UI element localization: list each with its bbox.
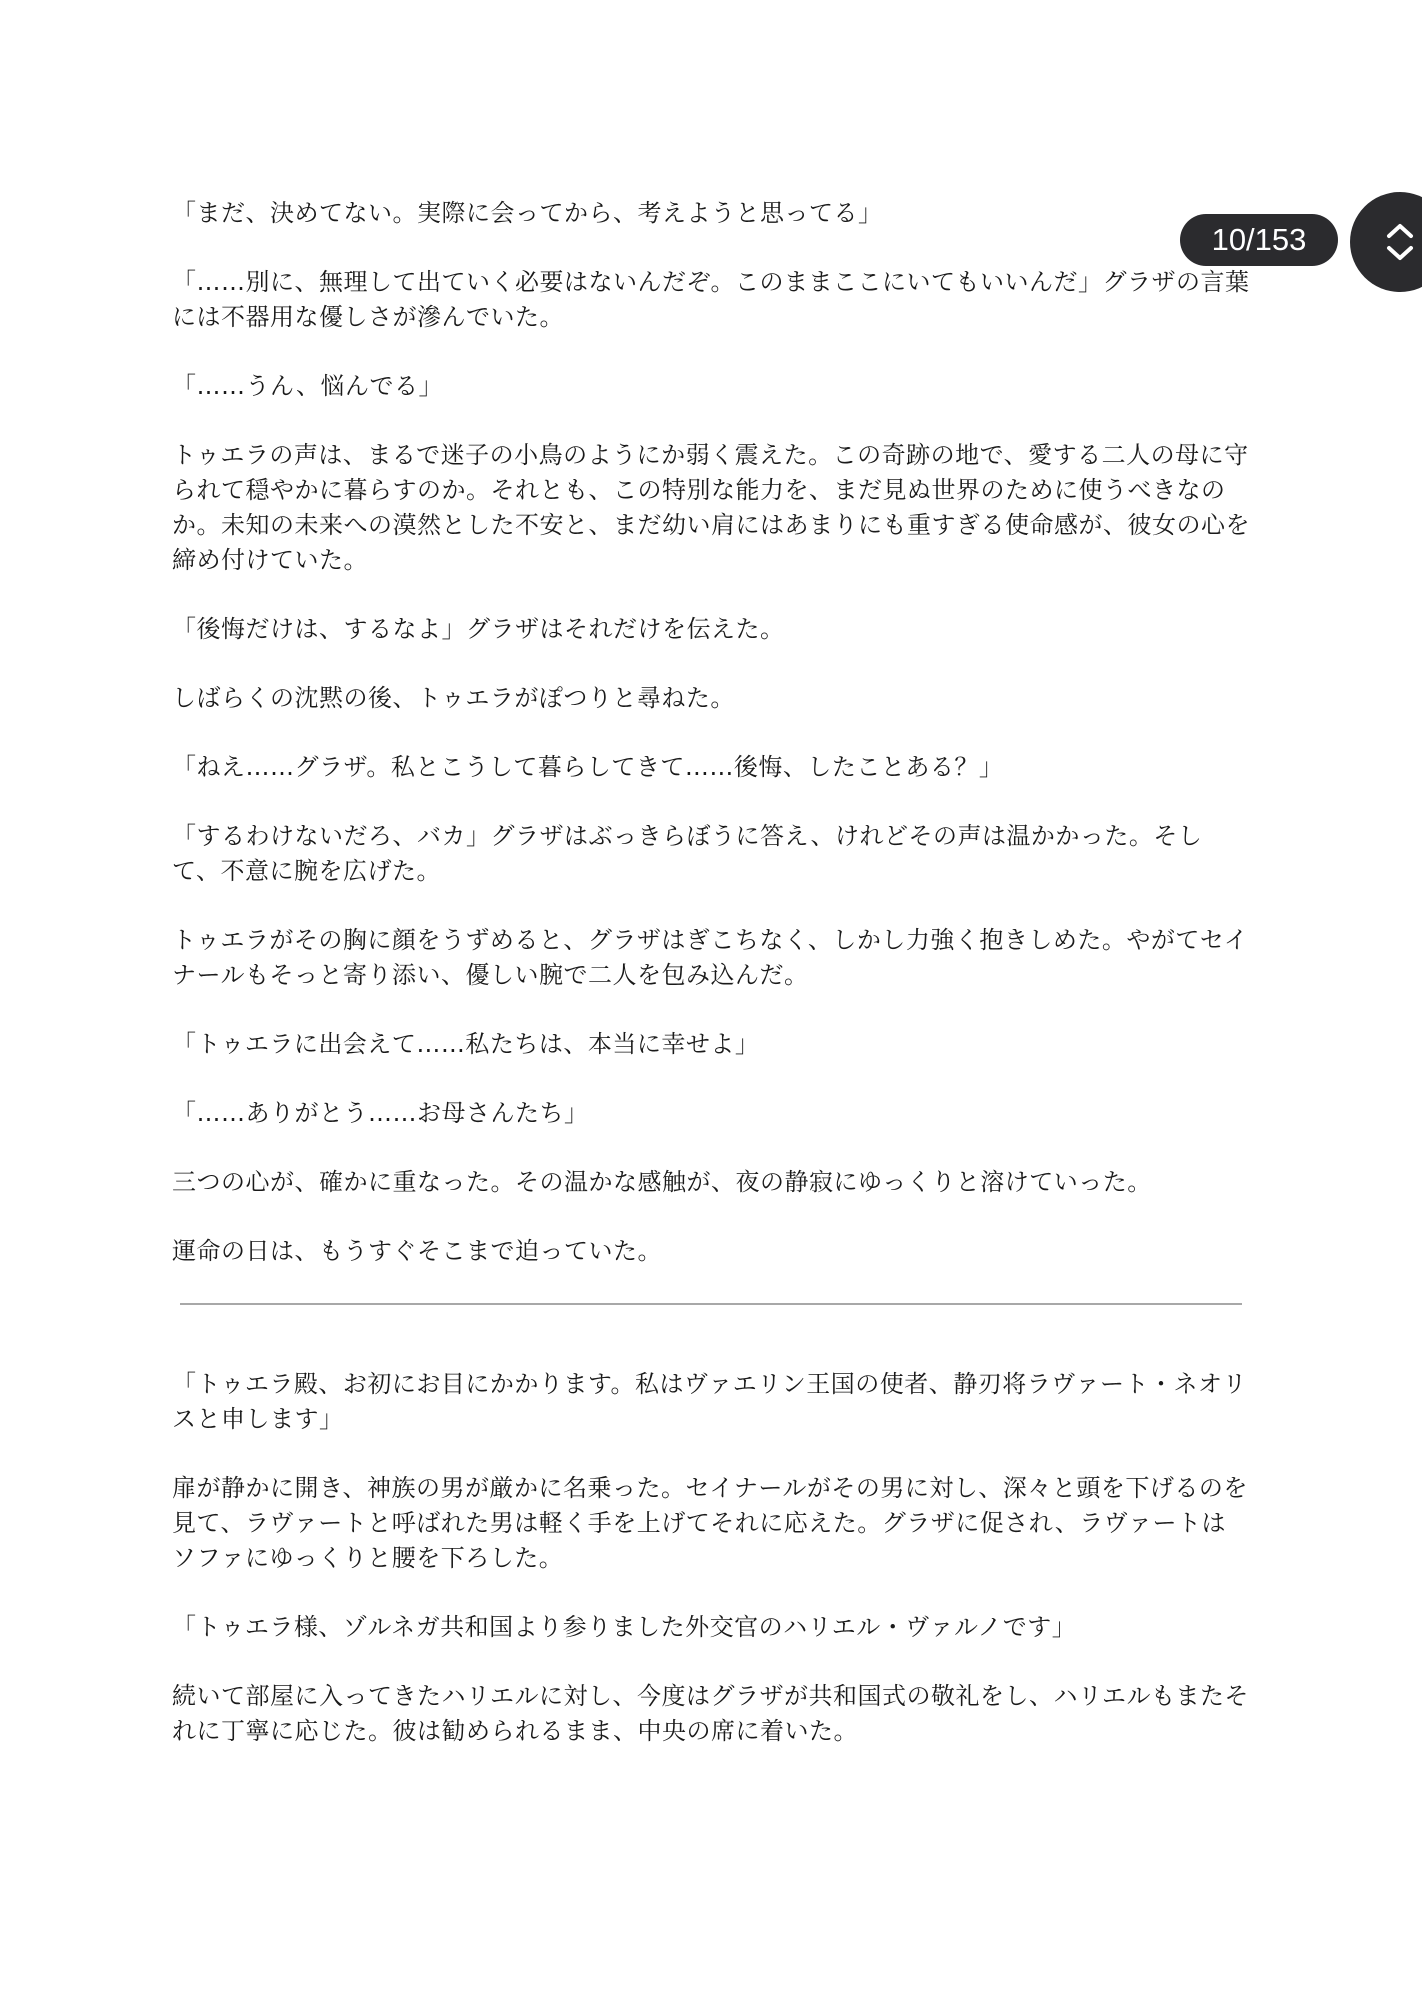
paragraph: 「……ありがとう……お母さんたち」 — [172, 1099, 589, 1127]
paragraph: 「トゥエラ殿、お初にお目にかかります。私はヴァエリン王国の使者、静刃将ラヴァート・ネオリスと申します」 — [172, 1370, 1247, 1433]
paragraph: 運命の日は、もうすぐそこまで迫っていた。 — [172, 1237, 662, 1265]
paragraph: 「……うん、悩んでる」 — [172, 372, 443, 400]
reader-page — [172, 196, 1250, 1783]
paragraph: トゥエラがその胸に顔をうずめると、グラザはぎこちなく、しかし力強く抱きしめた。やがてセイナールもそっと寄り添い、優しい腕で二人を包み込んだ。 — [172, 926, 1249, 989]
section-divider — [180, 1303, 1242, 1305]
paragraph: 「後悔だけは、するなよ」グラザはそれだけを伝えた。 — [172, 615, 785, 643]
paragraph: 「ねえ……グラザ。私とこうして暮らしてきて……後悔、したことある？」 — [172, 753, 1004, 781]
paragraph: しばらくの沈黙の後、トゥエラがぽつりと尋ねた。 — [172, 684, 735, 712]
paragraph: 「……別に、無理して出ていく必要はないんだぞ。このままここにいてもいいんだ」グラザの言葉には不器用な優しさが滲んでいた。 — [172, 268, 1250, 331]
paragraph: 三つの心が、確かに重なった。その温かな感触が、夜の静寂にゆっくりと溶けていった。 — [172, 1168, 1152, 1196]
paragraph: 続いて部屋に入ってきたハリエルに対し、今度はグラザが共和国式の敬礼をし、ハリエルもまたそれに丁寧に応じた。彼は勧められるまま、中央の席に着いた。 — [172, 1682, 1250, 1745]
paragraph: 扉が静かに開き、神族の男が厳かに名乗った。セイナールがその男に対し、深々と頭を下げるのを見て、ラヴァートと呼ばれた男は軽く手を上げてそれに応えた。グラザに促され、ラヴァートはソファにゆっくりと腰を下ろした。 — [172, 1474, 1248, 1572]
paragraph: 「まだ、決めてない。実際に会ってから、考えようと思ってる」 — [172, 199, 883, 227]
chevron-up-down-icon — [1374, 216, 1422, 268]
paragraph: トゥエラの声は、まるで迷子の小鳥のようにか弱く震えた。この奇跡の地で、愛する二人の母に守られて穏やかに暮らすのか。それとも、この特別な能力を、まだ見ぬ世界のために使うべきなのか。未知の未来への漠然とした不安と、まだ幼い肩にはあまりにも重すぎる使命感が、彼女の心を締め付けていた。 — [172, 441, 1250, 574]
paragraph: 「トゥエラ様、ゾルネガ共和国より参りました外交官のハリエル・ヴァルノです」 — [172, 1613, 1077, 1641]
paragraph: 「トゥエラに出会えて……私たちは、本当に幸せよ」 — [172, 1030, 760, 1058]
page-indicator: 10/153 — [1180, 214, 1338, 266]
scroll-handle[interactable] — [1350, 192, 1422, 292]
paragraph: 「するわけないだろ、バカ」グラザはぶっきらぼうに答え、けれどその声は温かかった。そして、不意に腕を広げた。 — [172, 822, 1203, 885]
